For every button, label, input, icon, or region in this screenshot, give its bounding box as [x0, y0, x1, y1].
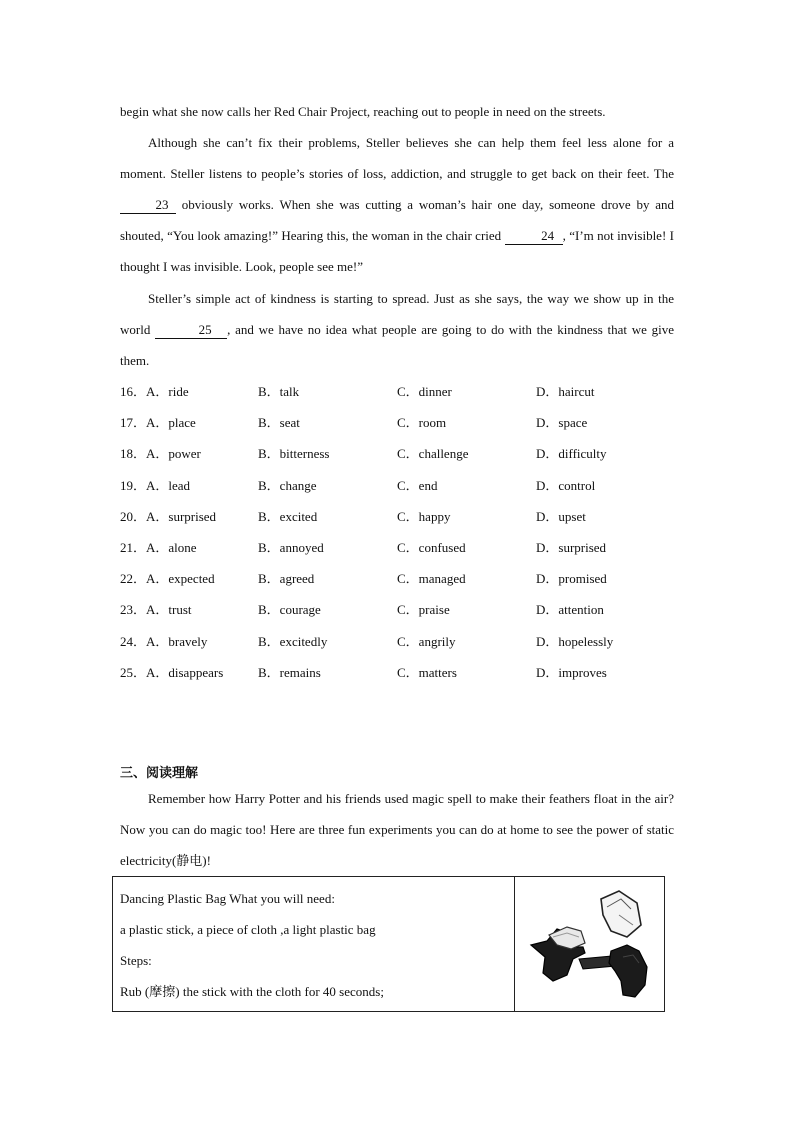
passage-paragraph-1	[120, 96, 674, 127]
experiment-title: Dancing Plastic Bag What you will need:	[120, 891, 335, 906]
question-row	[120, 443, 680, 474]
option-d: D．promised	[536, 571, 607, 587]
option-a: 23．A．trust	[120, 602, 192, 618]
blank-23: 23	[120, 197, 176, 214]
option-c: C．challenge	[397, 446, 469, 462]
step-1: Rub (摩擦) the stick with the cloth for 40 seconds;	[120, 984, 384, 999]
option-c: C．room	[397, 415, 447, 431]
option-d: D．surprised	[536, 539, 607, 555]
option-d: D．improves	[536, 664, 607, 680]
option-c: C．dinner	[397, 384, 452, 399]
question-row	[120, 631, 680, 662]
option-b: B．excitedly	[258, 633, 328, 649]
materials-list: a plastic stick, a piece of cloth ,a light plastic bag	[120, 922, 376, 937]
experiment-text-cell	[113, 877, 515, 1012]
paragraph-text: begin what she now calls her Red Chair Project, reaching out to people in need on the streets.	[120, 104, 606, 119]
option-b: B．annoyed	[258, 539, 324, 555]
option-b: B．talk	[258, 384, 300, 399]
option-c: C．praise	[397, 602, 450, 618]
option-b: B．bitterness	[258, 446, 330, 462]
question-row	[120, 475, 680, 506]
gloves-plastic-bag-illustration	[523, 885, 663, 1005]
paragraph-text: obviously works. When she was cutting a woman’s hair one day, someone drove by and shouted, “You look amazing!” Hearing this, the woman in the chair cried	[120, 197, 675, 243]
reading-intro	[120, 783, 674, 876]
option-c: C．confused	[397, 539, 466, 555]
option-d: D．control	[536, 477, 596, 493]
option-a: 22．A．expected	[120, 571, 215, 587]
option-b: B．courage	[258, 602, 321, 618]
question-row	[120, 568, 680, 599]
option-c: C．matters	[397, 664, 457, 680]
option-a: 16．A．ride	[120, 384, 189, 399]
question-row	[120, 506, 680, 537]
option-d: D．hopelessly	[536, 633, 614, 649]
option-a: 24．A．bravely	[120, 633, 208, 649]
option-d: D．upset	[536, 508, 586, 524]
experiment-image-cell	[515, 877, 665, 1012]
option-a: 17．A．place	[120, 415, 196, 431]
experiment-table	[112, 876, 665, 1012]
blank-25: 25	[155, 322, 227, 339]
option-a: 21．A．alone	[120, 539, 197, 555]
option-d: D．attention	[536, 602, 604, 618]
question-row	[120, 412, 680, 443]
passage-paragraph-2	[120, 127, 674, 282]
option-a: 18．A．power	[120, 446, 201, 462]
option-b: B．change	[258, 477, 317, 493]
option-a: 20．A．surprised	[120, 508, 217, 524]
paragraph-text: Although she can’t fix their problems, Steller believes she can help them feel less alone for a moment. Steller listens to people’s stories of loss, addiction, and struggle to get back on their feet. The	[120, 135, 674, 181]
question-row	[120, 662, 680, 693]
option-a: 19．A．lead	[120, 477, 191, 493]
option-d: D．space	[536, 415, 588, 431]
option-b: B．agreed	[258, 571, 315, 587]
paragraph-text: , and we have no idea what people are going to do with the kindness that we give them.	[120, 322, 675, 368]
blank-24: 24	[505, 228, 563, 245]
passage-paragraph-3	[120, 283, 674, 376]
option-c: C．managed	[397, 571, 466, 587]
question-row	[120, 381, 680, 412]
option-b: B．seat	[258, 415, 300, 431]
option-d: D．haircut	[536, 384, 595, 399]
question-row	[120, 537, 680, 568]
option-b: B．excited	[258, 508, 318, 524]
section-title: 三、阅读理解	[120, 766, 199, 781]
paragraph-text: , “I’m not invisible! I thought I was invisible. Look, people see me!”	[120, 228, 675, 274]
question-row	[120, 599, 680, 630]
option-a: 25．A．disappears	[120, 664, 224, 680]
paragraph-text: Remember how Harry Potter and his friends used magic spell to make their feathers float in the air? Now you can do magic too! Here are three fun experiments you can do at home to see the power of static electricity(静电)!	[120, 791, 674, 868]
option-b: B．remains	[258, 664, 321, 680]
option-c: C．happy	[397, 508, 451, 524]
answer-options	[120, 381, 680, 693]
option-c: C．angrily	[397, 633, 456, 649]
option-c: C．end	[397, 477, 438, 493]
paragraph-text: Steller’s simple act of kindness is starting to spread. Just as she says, the way we show up in the world	[120, 291, 674, 337]
option-d: D．difficulty	[536, 446, 607, 462]
steps-label: Steps:	[120, 953, 152, 968]
